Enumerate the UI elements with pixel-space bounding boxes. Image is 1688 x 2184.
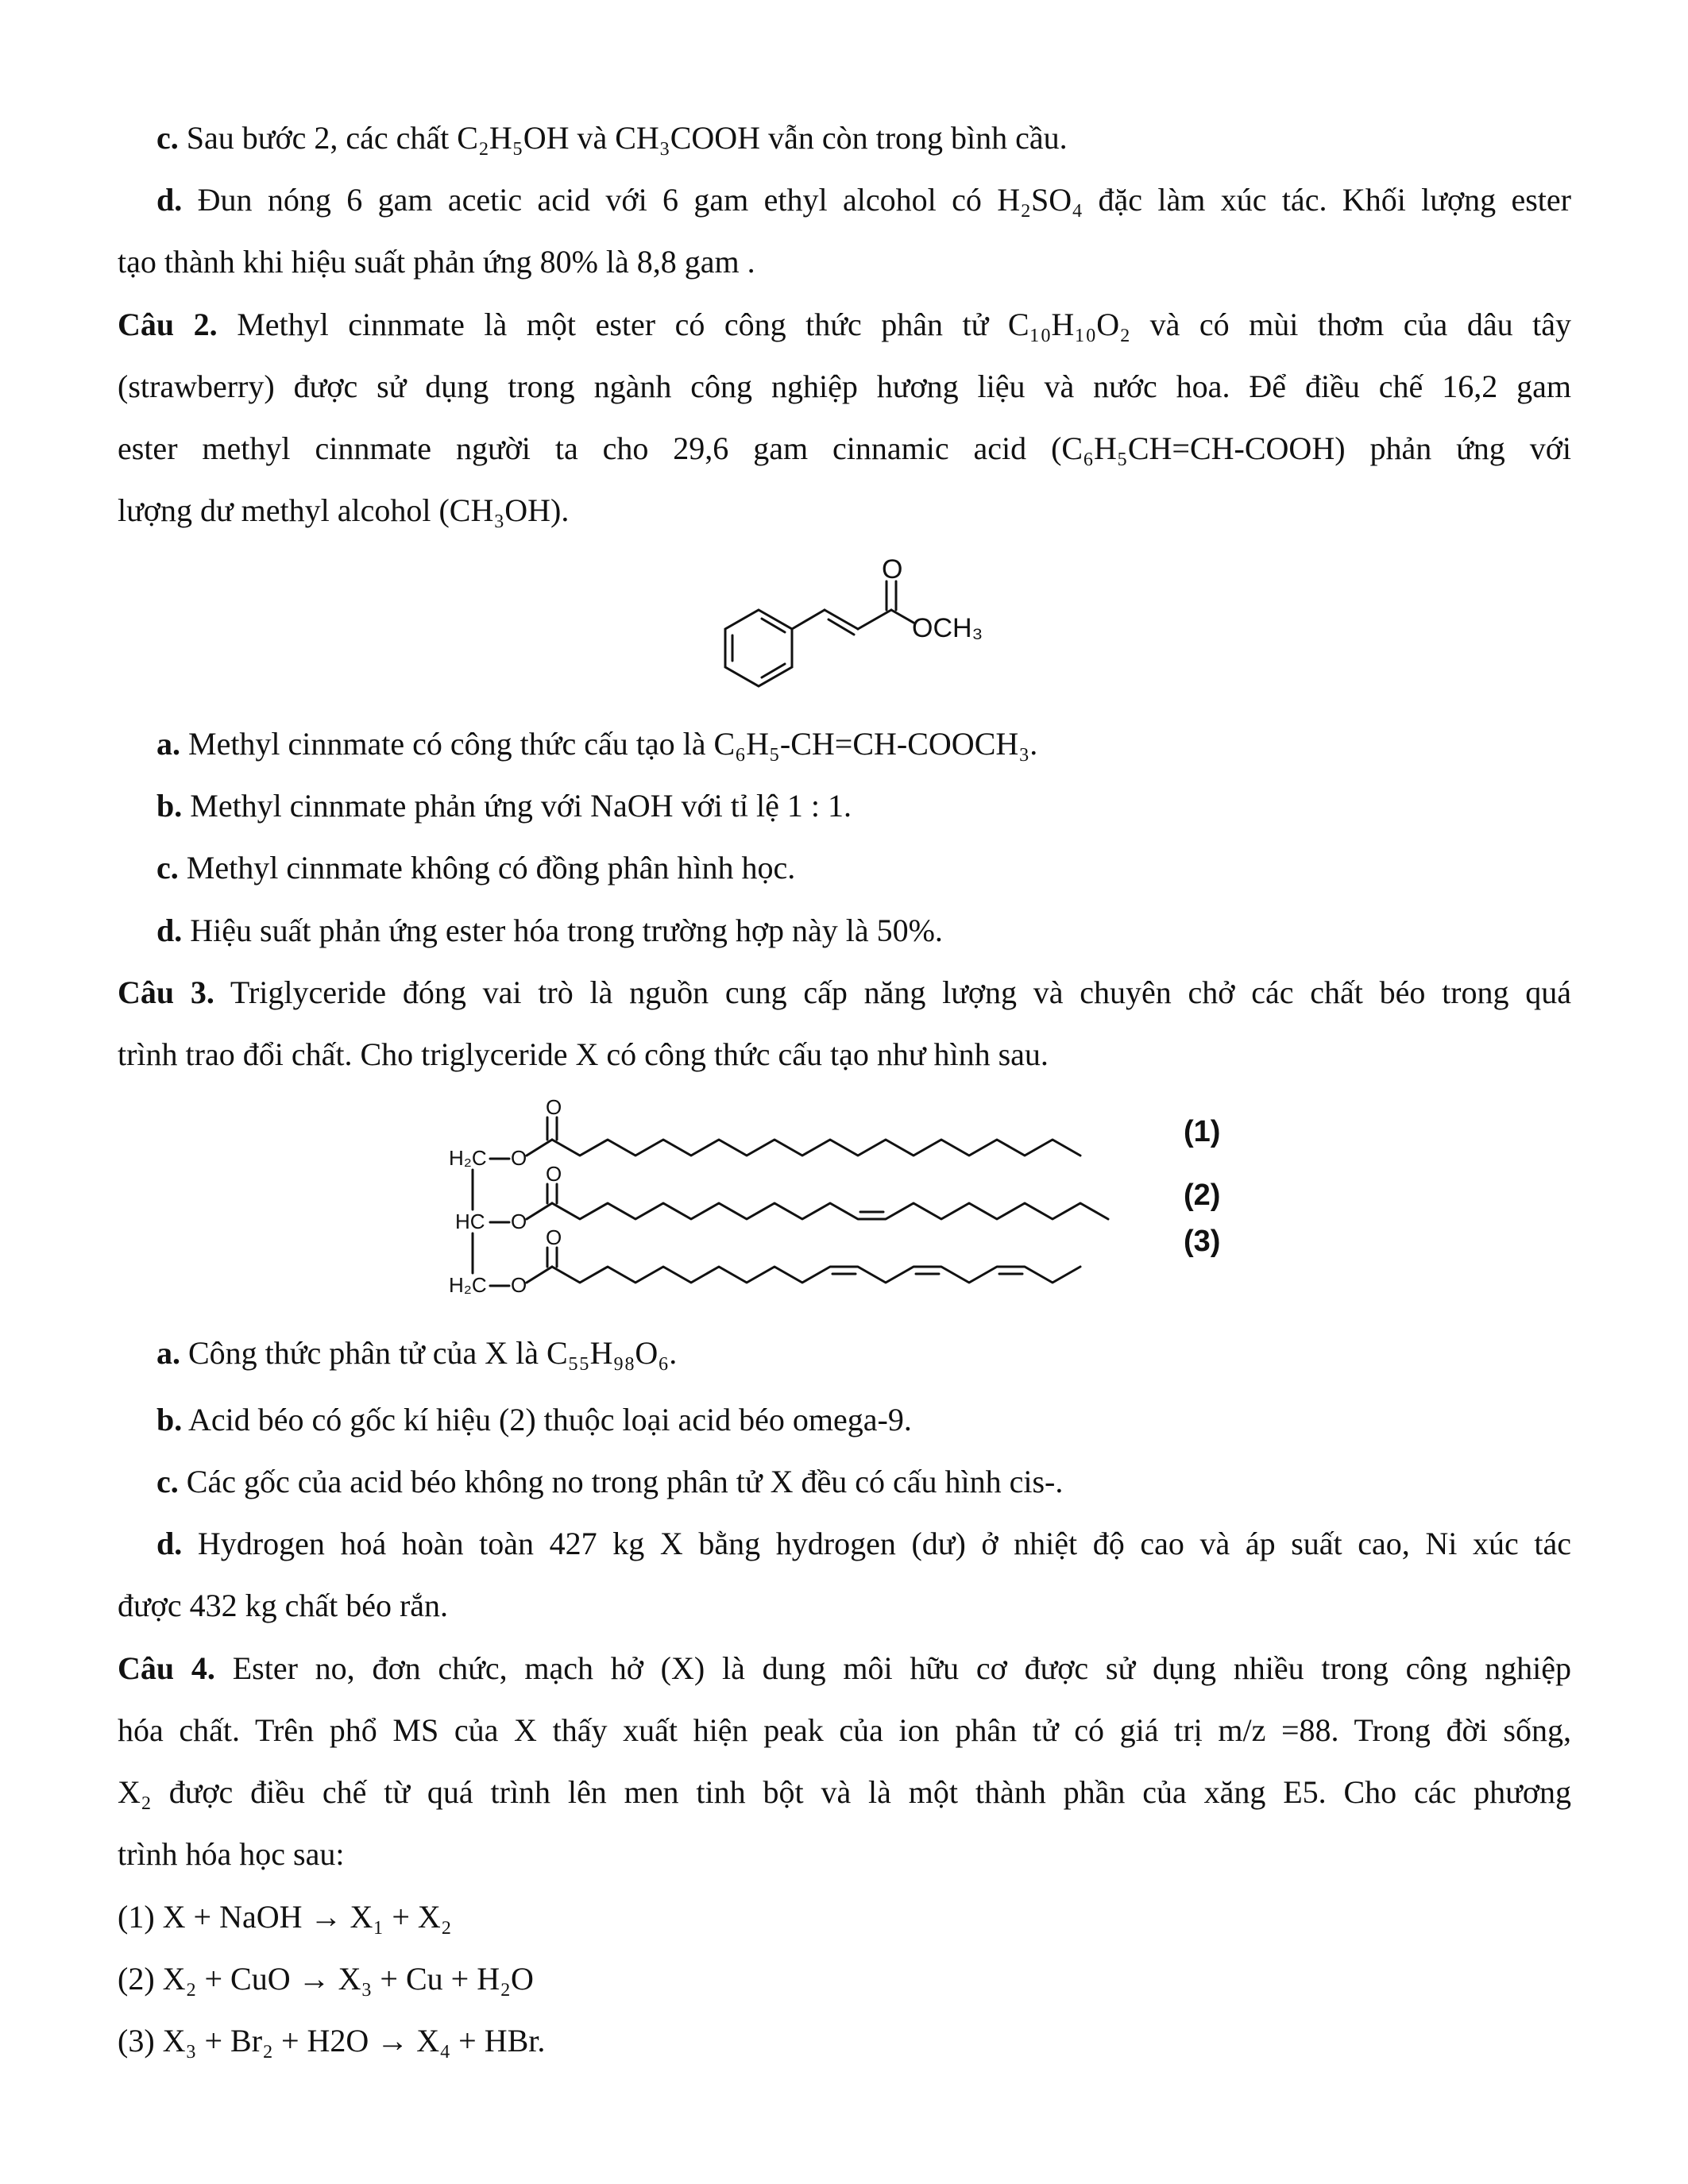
h2c-bottom-label: H₂C (449, 1273, 487, 1297)
benzene-ring (725, 610, 792, 686)
chain-label-1: (1) (1184, 1115, 1221, 1148)
chain-2 (552, 1203, 1108, 1219)
triglyceride-structure (441, 1092, 1251, 1306)
ester-o-2: O (511, 1210, 527, 1233)
line-18: được 432 kg chất béo rắn. (118, 1588, 449, 1623)
line-01: c. Sau bước 2, các chất C₂H₅OH và CH₃COOH vẫn còn trong bình cầu. (156, 120, 1068, 156)
carbonyl-o-2: O (546, 1162, 562, 1186)
line-02: d. Đun nóng 6 gam acetic acid với 6 gam ethyl alcohol có H₂SO₄ đặc làm xúc tác. Khối lượng ester (156, 182, 1571, 218)
line-07: lượng dư methyl alcohol (CH₃OH). (118, 492, 570, 528)
line-23: (1) X + NaOH → X₁ + X₂ (118, 1899, 452, 1935)
ester-o-3: O (511, 1273, 527, 1297)
line-22: trình hóa học sau: (118, 1836, 345, 1872)
line-10: c. Methyl cinnmate không có đồng phân hình học. (156, 850, 796, 886)
line-13: trình trao đổi chất. Cho triglyceride X có công thức cấu tạo như hình sau. (118, 1036, 1049, 1072)
line-12: Câu 3. Triglyceride đóng vai trò là nguồn cung cấp năng lượng và chuyên chở các chất béo trong quá (118, 974, 1571, 1010)
och3-label: OCH₃ (912, 613, 983, 643)
line-04: Câu 2. Methyl cinnmate là một ester có công thức phân tử C₁₀H₁₀O₂ và có mùi thơm của dâu tây (118, 307, 1571, 342)
chain-label-2: (2) (1184, 1179, 1221, 1212)
line-06: ester methyl cinnmate người ta cho 29,6 gam cinnamic acid (C₆H₅CH=CH-COOH) phản ứng với (118, 430, 1571, 466)
line-14: a. Công thức phân tử của X là C₅₅H₉₈O₆. (156, 1335, 678, 1371)
line-05: (strawberry) được sử dụng trong ngành công nghiệp hương liệu và nước hoa. Để điều chế 16,2 gam (118, 369, 1571, 404)
line-08: a. Methyl cinnmate có công thức cấu tạo là C₆H₅-CH=CH-COOCH₃. (156, 726, 1038, 762)
line-24: (2) X₂ + CuO → X₃ + Cu + H₂O (118, 1961, 534, 1997)
line-09: b. Methyl cinnmate phản ứng với NaOH với tỉ lệ 1 : 1. (156, 788, 852, 824)
line-11: d. Hiệu suất phản ứng ester hóa trong trường hợp này là 50%. (156, 913, 943, 948)
carbonyl-o-3: O (546, 1225, 562, 1249)
line-20: hóa chất. Trên phổ MS của X thấy xuất hiện peak của ion phân tử có giá trị m/z =88. Trong đời sống, (118, 1712, 1571, 1748)
line-19: Câu 4. Ester no, đơn chức, mạch hở (X) là dung môi hữu cơ được sử dụng nhiều trong công nghiệp (118, 1650, 1571, 1686)
ester-o-1: O (511, 1146, 527, 1170)
line-25: (3) X₃ + Br₂ + H2O → X₄ + HBr. (118, 2023, 546, 2059)
line-16: c. Các gốc của acid béo không no trong phân tử X đều có cấu hình cis-. (156, 1464, 1064, 1499)
chain-1 (552, 1140, 1080, 1156)
line-17: d. Hydrogen hoá hoàn toàn 427 kg X bằng hydrogen (dư) ở nhiệt độ cao và áp suất cao, Ni xúc tác (156, 1526, 1571, 1561)
line-03: tạo thành khi hiệu suất phản ứng 80% là 8,8 gam . (118, 244, 755, 280)
line-15: b. Acid béo có gốc kí hiệu (2) thuộc loại acid béo omega-9. (156, 1402, 912, 1437)
h2c-top-label: H₂C (449, 1146, 487, 1170)
methyl-cinnamate-structure (675, 548, 1009, 707)
chain-label-3: (3) (1184, 1225, 1221, 1258)
carbonyl-o-1: O (546, 1095, 562, 1119)
line-21: X₂ được điều chế từ quá trình lên men tinh bột và là một thành phần của xăng E5. Cho các phương (118, 1774, 1571, 1810)
carbonyl-o-label: O (882, 554, 903, 585)
hc-mid-label: HC (455, 1210, 485, 1233)
